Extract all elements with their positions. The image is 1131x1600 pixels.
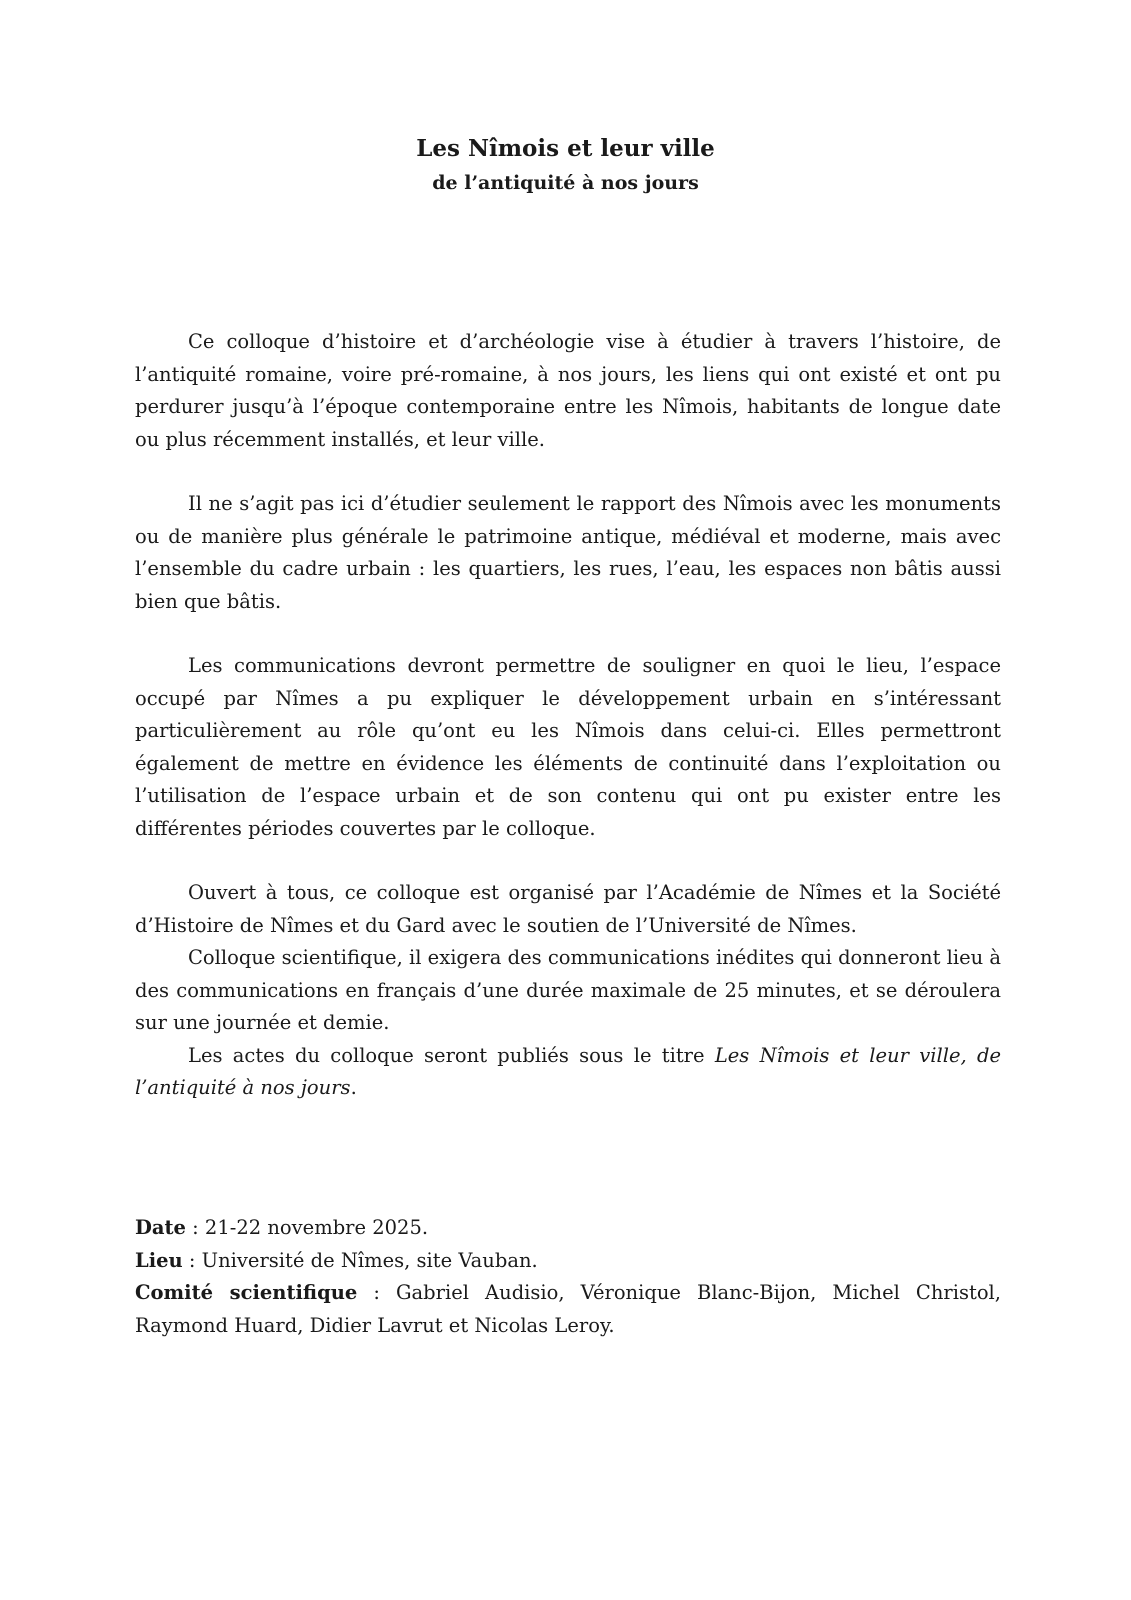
- date-label: Date: [135, 1216, 186, 1239]
- document-subtitle: de l’antiquité à nos jours: [432, 172, 699, 194]
- place-label: Lieu: [135, 1248, 183, 1272]
- paragraph-intro: Ce colloque d’histoire et d’archéologie vise à étudier à travers l’histoire, de l’antiquité romaine, voire pré-romaine, à nos jours, les liens qui ont existé et ont pu perdurer jusqu’à l’époque contemporaine entre les Nîmois, habitants de longue date ou plus récemment installés, et leur ville.: [135, 330, 1001, 451]
- event-place: [135, 1245, 1001, 1278]
- place-value: : Université de Nîmes, site Vauban.: [182, 1248, 538, 1272]
- proceedings-title: Les Nîmois et leur ville, de l’antiquité à nos jours: [135, 1043, 1001, 1099]
- date-value: : 21-22 novembre 2025.: [185, 1216, 429, 1239]
- event-date: [135, 1212, 1001, 1245]
- paragraph-communications: Les communications devront permettre de souligner en quoi le lieu, l’espace occupé par Nîmes a pu expliquer le développement urbain en s’intéressant particulièrement au rôle qu’ont eu les Nîmois dans celui-ci. Elles permettront également de mettre en évidence les éléments de continuité dans l’exploitation ou l’utilisation de l’espace urbain et de son contenu qui ont pu exister entre les différentes périodes couvertes par le colloque.: [135, 654, 1001, 840]
- event-info: [135, 1212, 1001, 1342]
- paragraph-scientific: Colloque scientifique, il exigera des communications inédites qui donneront lieu à des communications en français d’une durée maximale de 25 minutes, et se déroulera sur une journée et demie.: [135, 946, 1001, 1034]
- document-body: [135, 326, 1001, 1105]
- committee-value: : Gabriel Audisio, Véronique Blanc-Bijon, Michel Christol, Raymond Huard, Didier Lavrut et Nicolas Leroy.: [135, 1281, 1001, 1337]
- paragraph-scope: Il ne s’agit pas ici d’étudier seulement le rapport des Nîmois avec les monuments ou de manière plus générale le patrimoine antique, médiéval et moderne, mais avec l’ensemble du cadre urbain : les quartiers, les rues, l’eau, les espaces non bâtis aussi bien que bâtis.: [135, 492, 1001, 613]
- proceedings-text: Les actes du colloque seront publiés sous le titre: [188, 1043, 715, 1067]
- event-committee: [135, 1277, 1001, 1342]
- paragraph-proceedings: [135, 1040, 1001, 1105]
- committee-label: Comité scientifique: [135, 1281, 358, 1304]
- document-title: Les Nîmois et leur ville: [416, 135, 715, 162]
- proceedings-end: .: [350, 1076, 357, 1099]
- paragraph-organisation: Ouvert à tous, ce colloque est organisé par l’Académie de Nîmes et la Société d’Histoire de Nîmes et du Gard avec le soutien de l’Université de Nîmes.: [135, 881, 1001, 937]
